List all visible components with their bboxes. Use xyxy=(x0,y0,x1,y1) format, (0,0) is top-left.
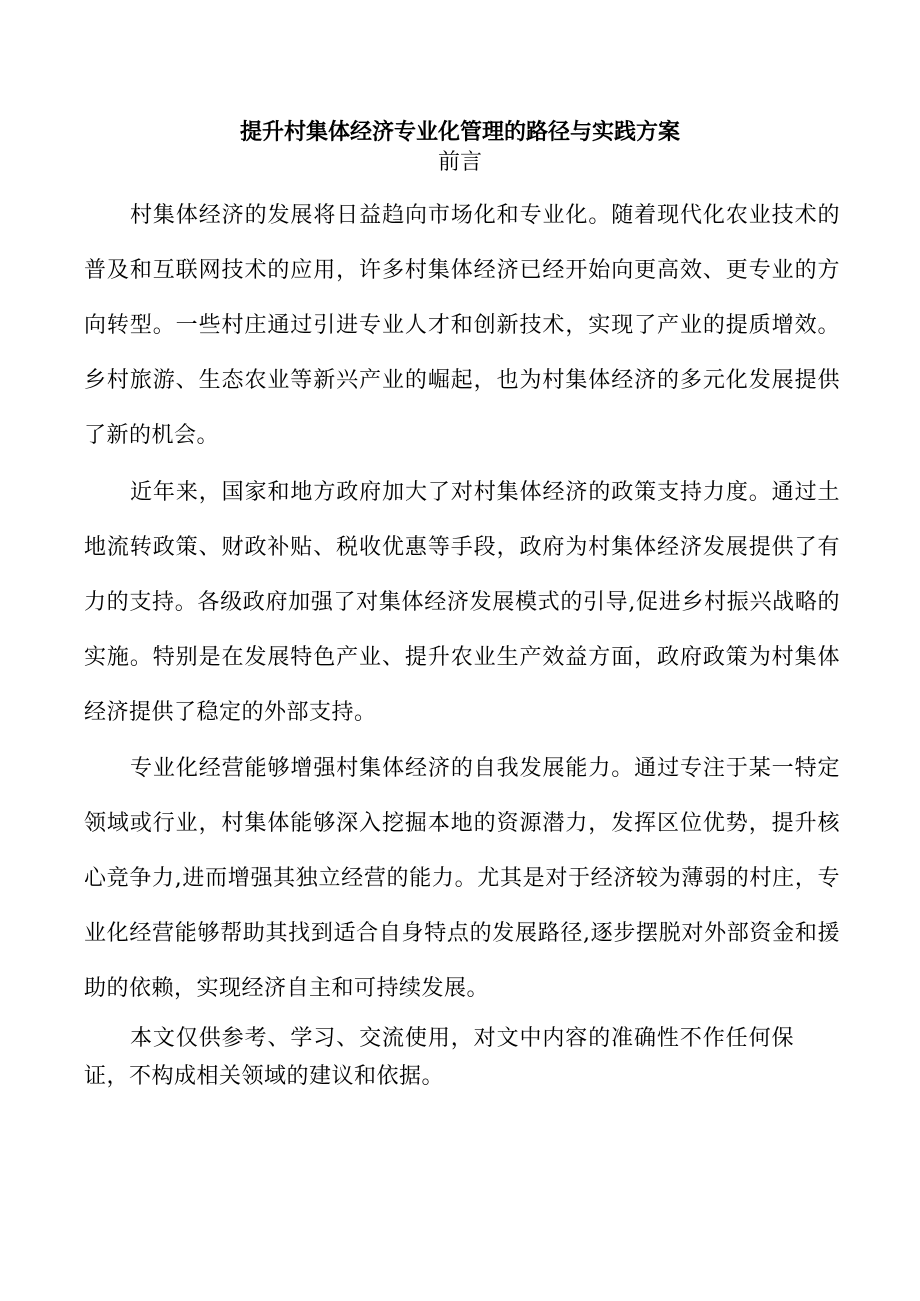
document-title: 提升村集体经济专业化管理的路径与实践方案 xyxy=(239,120,680,145)
paragraph-3: 专业化经营能够增强村集体经济的自我发展能力。通过专注于某一特定领域或行业，村集体能够深入挖掘本地的资源潜力，发挥区位优势，提升核心竞争力,进而增强其独立经营的能力。尤其是对于经济较为薄弱的村庄，专业化经营能够帮助其找到适合自身特点的发展路径,逐步摆脱对外部资金和援助的依赖，实现经济自主和可持续发展。 xyxy=(84,756,840,1001)
paragraph-2: 近年来，国家和地方政府加大了对村集体经济的政策支持力度。通过土地流转政策、财政补贴、税收优惠等手段，政府为村集体经济发展提供了有力的支持。各级政府加强了对集体经济发展模式的引导,促进乡村振兴战略的实施。特别是在发展特色产业、提升农业生产效益方面，政府政策为村集体经济提供了稳定的外部支持。 xyxy=(84,480,840,725)
section-heading: 前言 xyxy=(437,150,482,175)
paragraph-1: 村集体经济的发展将日益趋向市场化和专业化。随着现代化农业技术的普及和互联网技术的应用，许多村集体经济已经开始向更高效、更专业的方向转型。一些村庄通过引进专业人才和创新技术，实现了产业的提质增效。乡村旅游、生态农业等新兴产业的崛起，也为村集体经济的多元化发展提供了新的机会。 xyxy=(84,203,840,448)
disclaimer-paragraph: 本文仅供参考、学习、交流使用，对文中内容的准确性不作任何保证，不构成相关领域的建议和依据。 xyxy=(84,1026,794,1089)
